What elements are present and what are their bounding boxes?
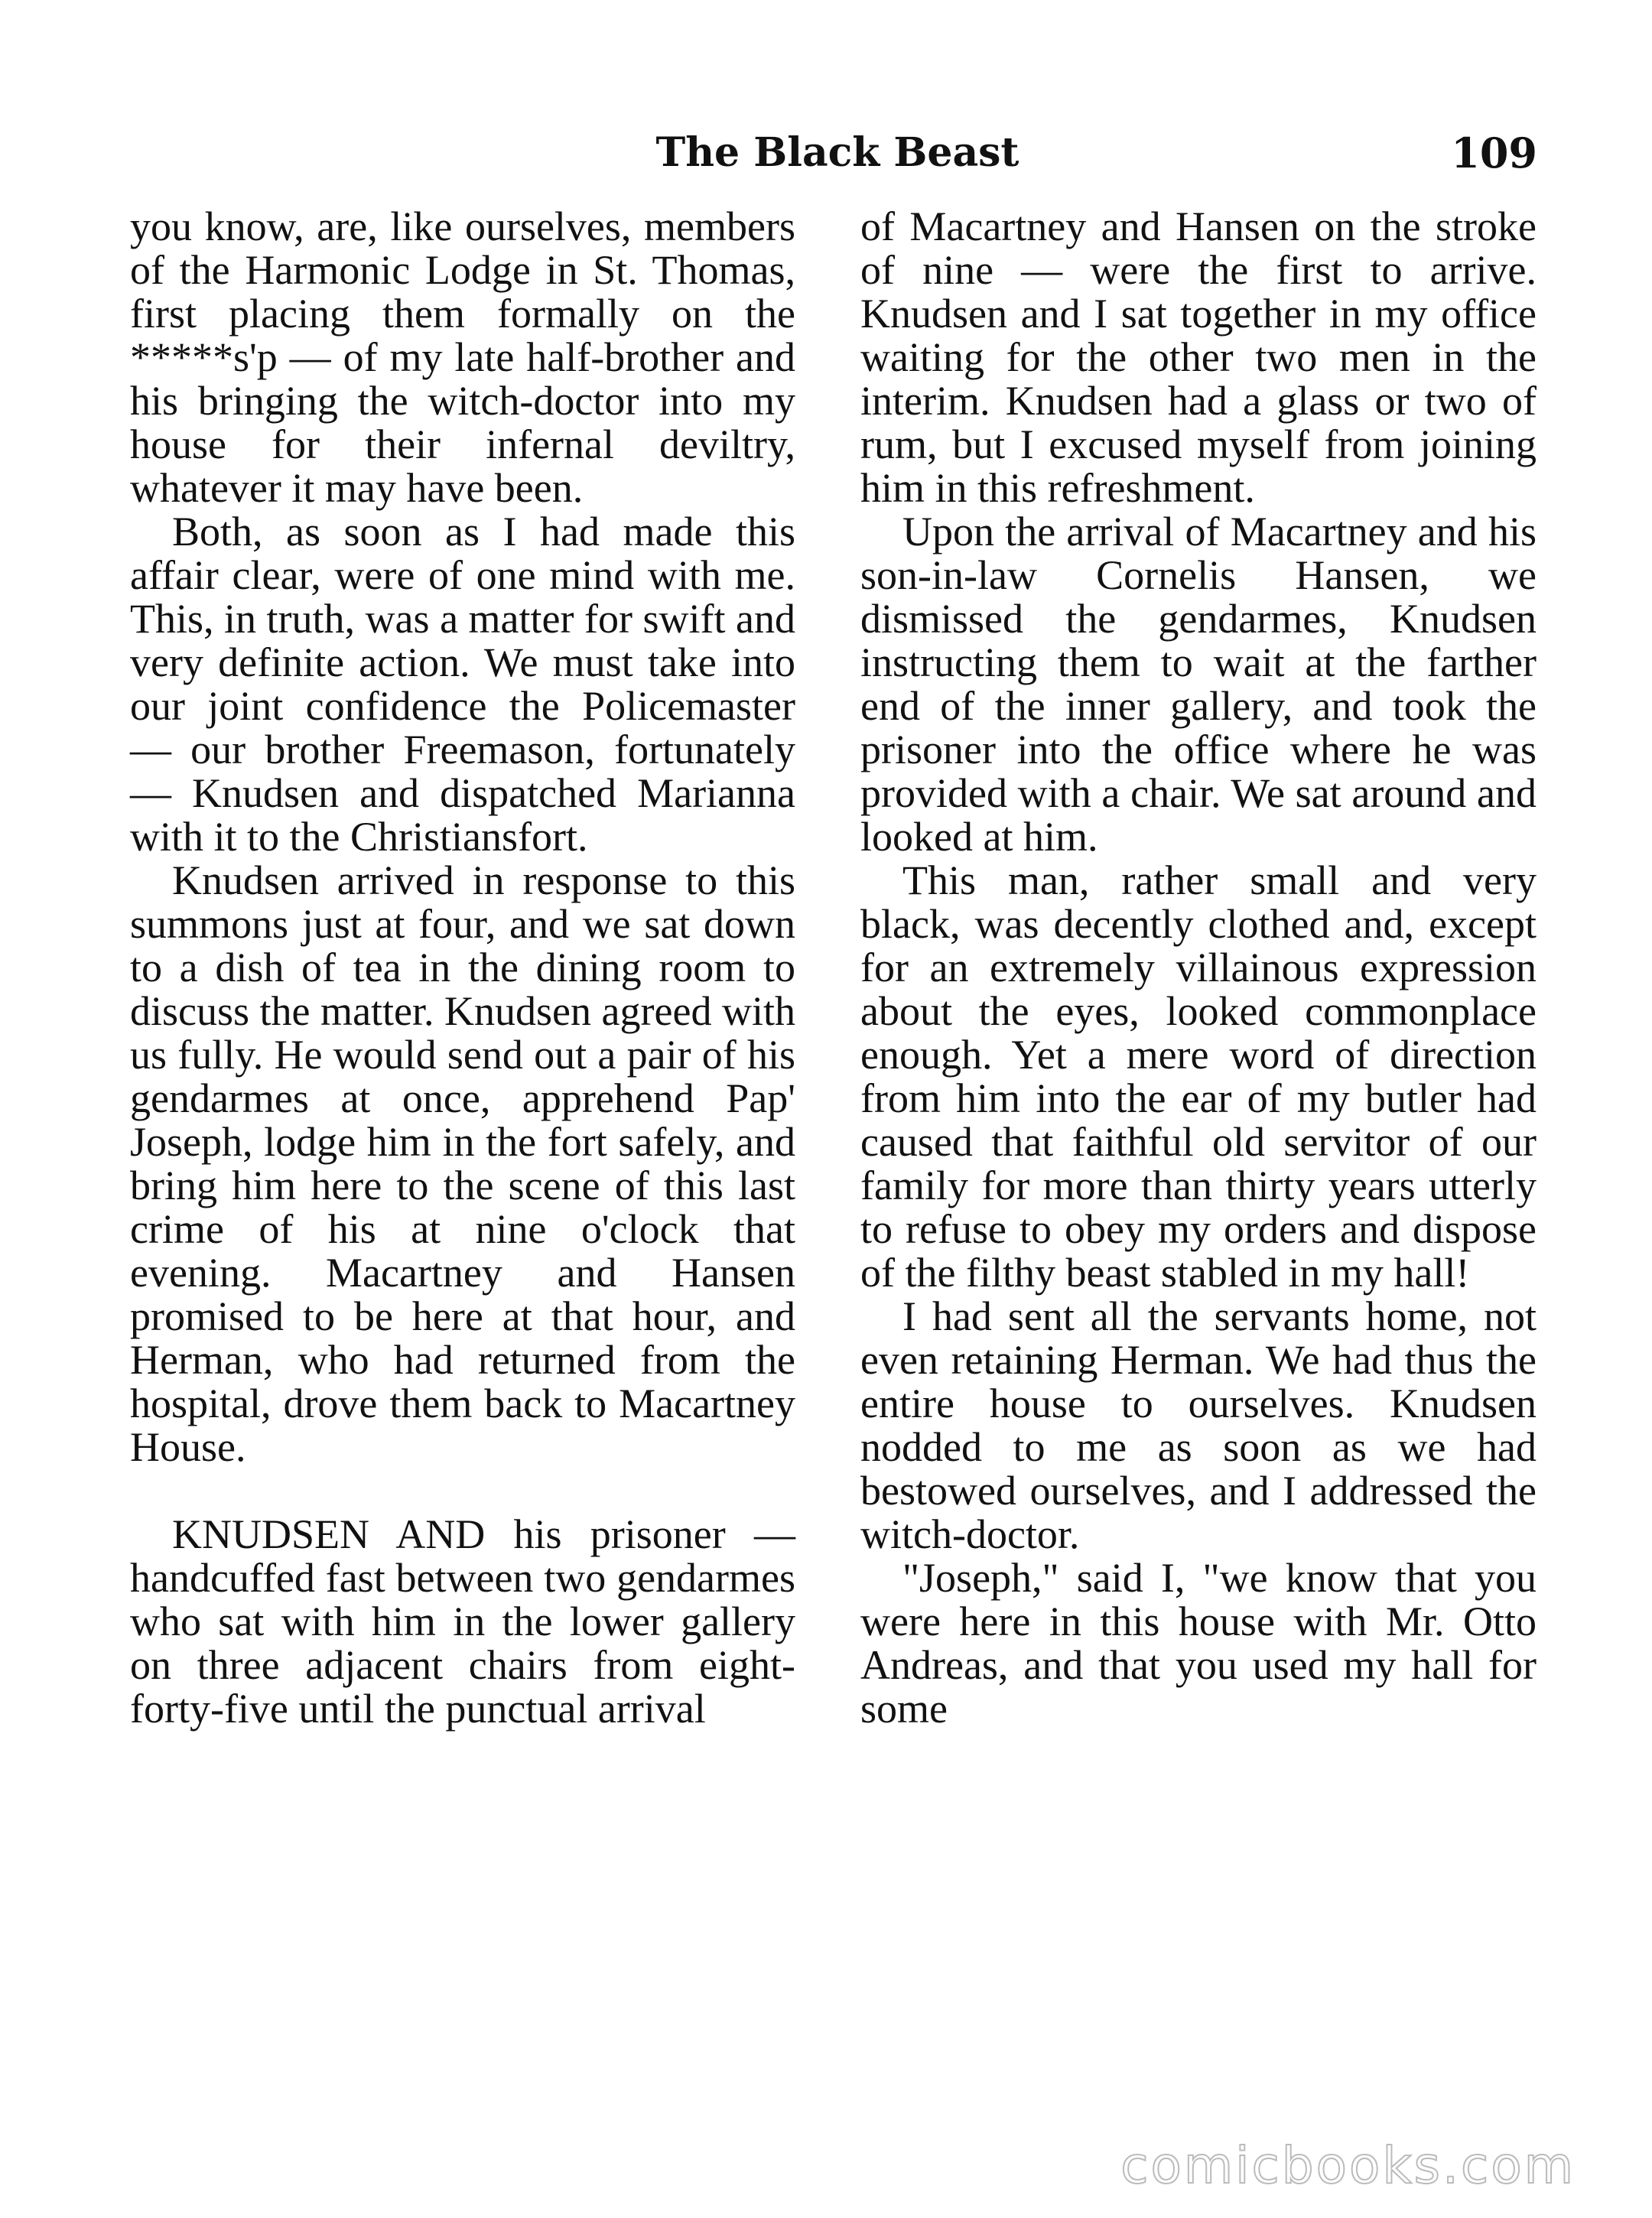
running-header — [138, 122, 1537, 184]
paragraph: "Joseph," said I, "we know that you were here in this house with Mr. Otto Andreas, and that you used my hall for some — [860, 1555, 1537, 1732]
paragraph: Upon the arrival of Macartney and his son-in-law Cornelis Hansen, we dismissed the gendarmes, Knudsen instructing them to wait at the farther end of the inner gallery, and took the prisoner into the office where he was provided with a chair. We sat around and looked at him. — [860, 509, 1537, 860]
page-number: 109 — [1451, 128, 1537, 177]
paragraph: I had sent all the servants home, not even retaining Herman. We had thus the entire house to ourselves. Knudsen nodded to me as soon as we had bestowed ourselves, and I addressed the witch-doctor. — [860, 1293, 1537, 1557]
paragraph: Both, as soon as I had made this affair clear, were of one mind with me. This, in truth, was a matter for swift and very definite action. We must take into our joint confidence the Policemaster — our brother Freemason, fortunately — Knudsen and dispatched Marianna with it to the Christiansfort. — [130, 509, 795, 860]
left-column — [130, 205, 795, 1731]
paragraph: of Macartney and Hansen on the stroke of nine — were the first to arrive. Knudsen and I sat together in my office waiting for the other two men in the interim. Knudsen had a glass or two of rum, but I excused myself from joining him in this refreshment. — [860, 203, 1537, 511]
section-start-paragraph: KNUDSEN AND his prisoner — handcuffed fast between two gendarmes who sat with him in the lower gallery on three adjacent chairs from eight-forty-five until the punctual arrival — [130, 1511, 795, 1732]
right-column — [860, 205, 1537, 1731]
running-title: The Black Beast — [655, 129, 1019, 176]
watermark: comicbooks.com — [1120, 2136, 1576, 2195]
paragraph: you know, are, like ourselves, members of the Harmonic Lodge in St. Thomas, first placing them formally on the *****s'p — of my late half-brother and his bringing the witch-doctor into my house for their infernal deviltry, whatever it may have been. — [130, 203, 795, 511]
paragraph: Knudsen arrived in response to this summons just at four, and we sat down to a dish of tea in the dining room to discuss the matter. Knudsen agreed with us fully. He would send out a pair of his gendarmes at once, apprehend Pap' Joseph, lodge him in the fort safely, and bring him here to the scene of this last crime of his at nine o'clock that evening. Macartney and Hansen promised to be here at that hour, and Herman, who had returned from the hospital, drove them back to Macartney House. — [130, 857, 795, 1470]
paragraph: This man, rather small and very black, was decently clothed and, except for an extremely villainous expression about the eyes, looked commonplace enough. Yet a mere word of direction from him into the ear of my butler had caused that faithful old servitor of our family for more than thirty years utterly to refuse to obey my orders and dispose of the filthy beast stabled in my hall! — [860, 857, 1537, 1296]
